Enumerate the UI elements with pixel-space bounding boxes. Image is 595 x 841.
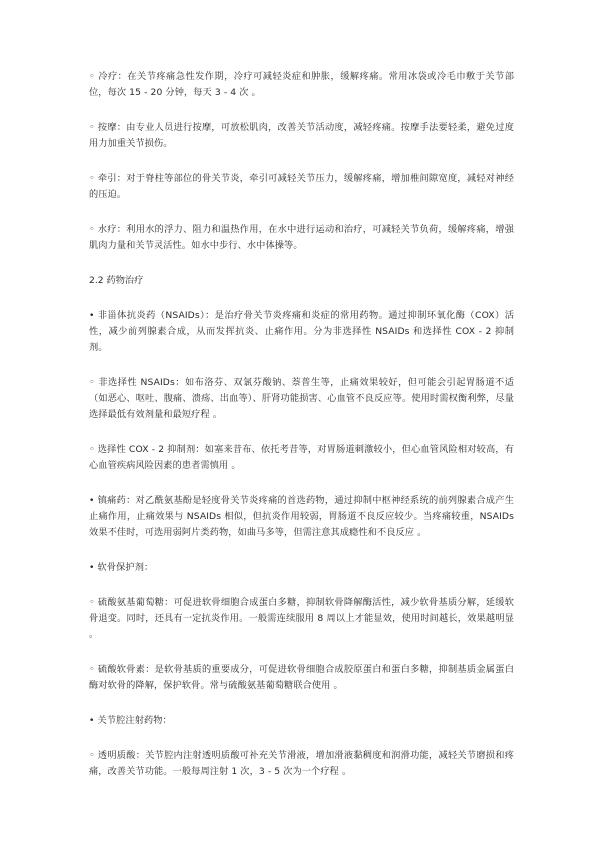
paragraph-hyaluronic-acid: ◦ 透明质酸：关节腔内注射透明质酸可补充关节滑液，增加滑液黏稠度和润滑功能，减轻关节磨损和疼痛，改善关节功能。一般每周注射 1 次，3 - 5 次为一个疗程 。 bbox=[89, 750, 514, 777]
paragraph-massage: ◦ 按摩：由专业人员进行按摩，可放松肌肉，改善关节活动度，减轻疼痛。按摩手法要轻柔，避免过度用力加重关节损伤。 bbox=[89, 122, 514, 149]
section-heading-drug-therapy: 2.2 药物治疗 bbox=[89, 275, 144, 286]
paragraph-analgesics: • 镇痛药：对乙酰氨基酚是轻度骨关节炎疼痛的首选药物，通过抑制中枢神经系统的前列腺素合成产生止痛作用，止痛效果与 NSAIDs 相似，但抗炎作用较弱，胃肠道不良反应较少。当疼痛较重，NSAIDs 效果不佳时，可选用弱阿片类药物，如曲马多等，但需注意其成瘾性和不良反应 。 bbox=[89, 495, 514, 538]
paragraph-cold-therapy: ◦ 冷疗：在关节疼痛急性发作期，冷疗可减轻炎症和肿胀，缓解疼痛。常用冰袋或冷毛巾敷于关节部位，每次 15 - 20 分钟，每天 3 - 4 次 。 bbox=[89, 71, 514, 98]
paragraph-nonselective-nsaids: ◦ 非选择性 NSAIDs：如布洛芬、双氯芬酸钠、萘普生等，止痛效果较好，但可能会引起胃肠道不适（如恶心、呕吐、腹痛、溃疡、出血等）、肝肾功能损害、心血管不良反应等。使用时需权衡利弊，尽量选择最低有效剂量和最短疗程 。 bbox=[89, 377, 514, 420]
paragraph-hydrotherapy: ◦ 水疗：利用水的浮力、阻力和温热作用，在水中进行运动和治疗，可减轻关节负荷，缓解疼痛，增强肌肉力量和关节灵活性。如水中步行、水中体操等。 bbox=[89, 224, 514, 251]
paragraph-chondroitin: ◦ 硫酸软骨素：是软骨基质的重要成分，可促进软骨细胞合成胶原蛋白和蛋白多糖，抑制基质金属蛋白酶对软骨的降解，保护软骨。常与硫酸氨基葡萄糖联合使用 。 bbox=[89, 664, 514, 691]
paragraph-cox2-inhibitors: ◦ 选择性 COX - 2 抑制剂：如塞来昔布、依托考昔等，对胃肠道刺激较小，但心血管风险相对较高，有心血管疾病风险因素的患者需慎用 。 bbox=[89, 444, 514, 471]
paragraph-traction: ◦ 牵引：对于脊柱等部位的骨关节炎，牵引可减轻关节压力，缓解疼痛，增加椎间隙宽度，减轻对神经的压迫。 bbox=[89, 173, 514, 200]
paragraph-intraarticular-injection: • 关节腔注射药物： bbox=[89, 715, 172, 726]
paragraph-glucosamine: ◦ 硫酸氨基葡萄糖：可促进软骨细胞合成蛋白多糖，抑制软骨降解酶活性，减少软骨基质分解，延缓软骨退变。同时，还具有一定抗炎作用。一般需连续服用 8 周以上才能显效，使用时间越长，效果越明显 。 bbox=[89, 597, 514, 640]
document-page bbox=[89, 69, 514, 780]
paragraph-cartilage-protectors: • 软骨保护剂： bbox=[89, 562, 154, 573]
paragraph-nsaids: • 非甾体抗炎药（NSAIDs）：是治疗骨关节炎疼痛和炎症的常用药物。通过抑制环氧化酶（COX）活性，减少前列腺素合成，从而发挥抗炎、止痛作用。分为非选择性 NSAIDs 和选择性 COX - 2 抑制剂。 bbox=[89, 310, 514, 353]
